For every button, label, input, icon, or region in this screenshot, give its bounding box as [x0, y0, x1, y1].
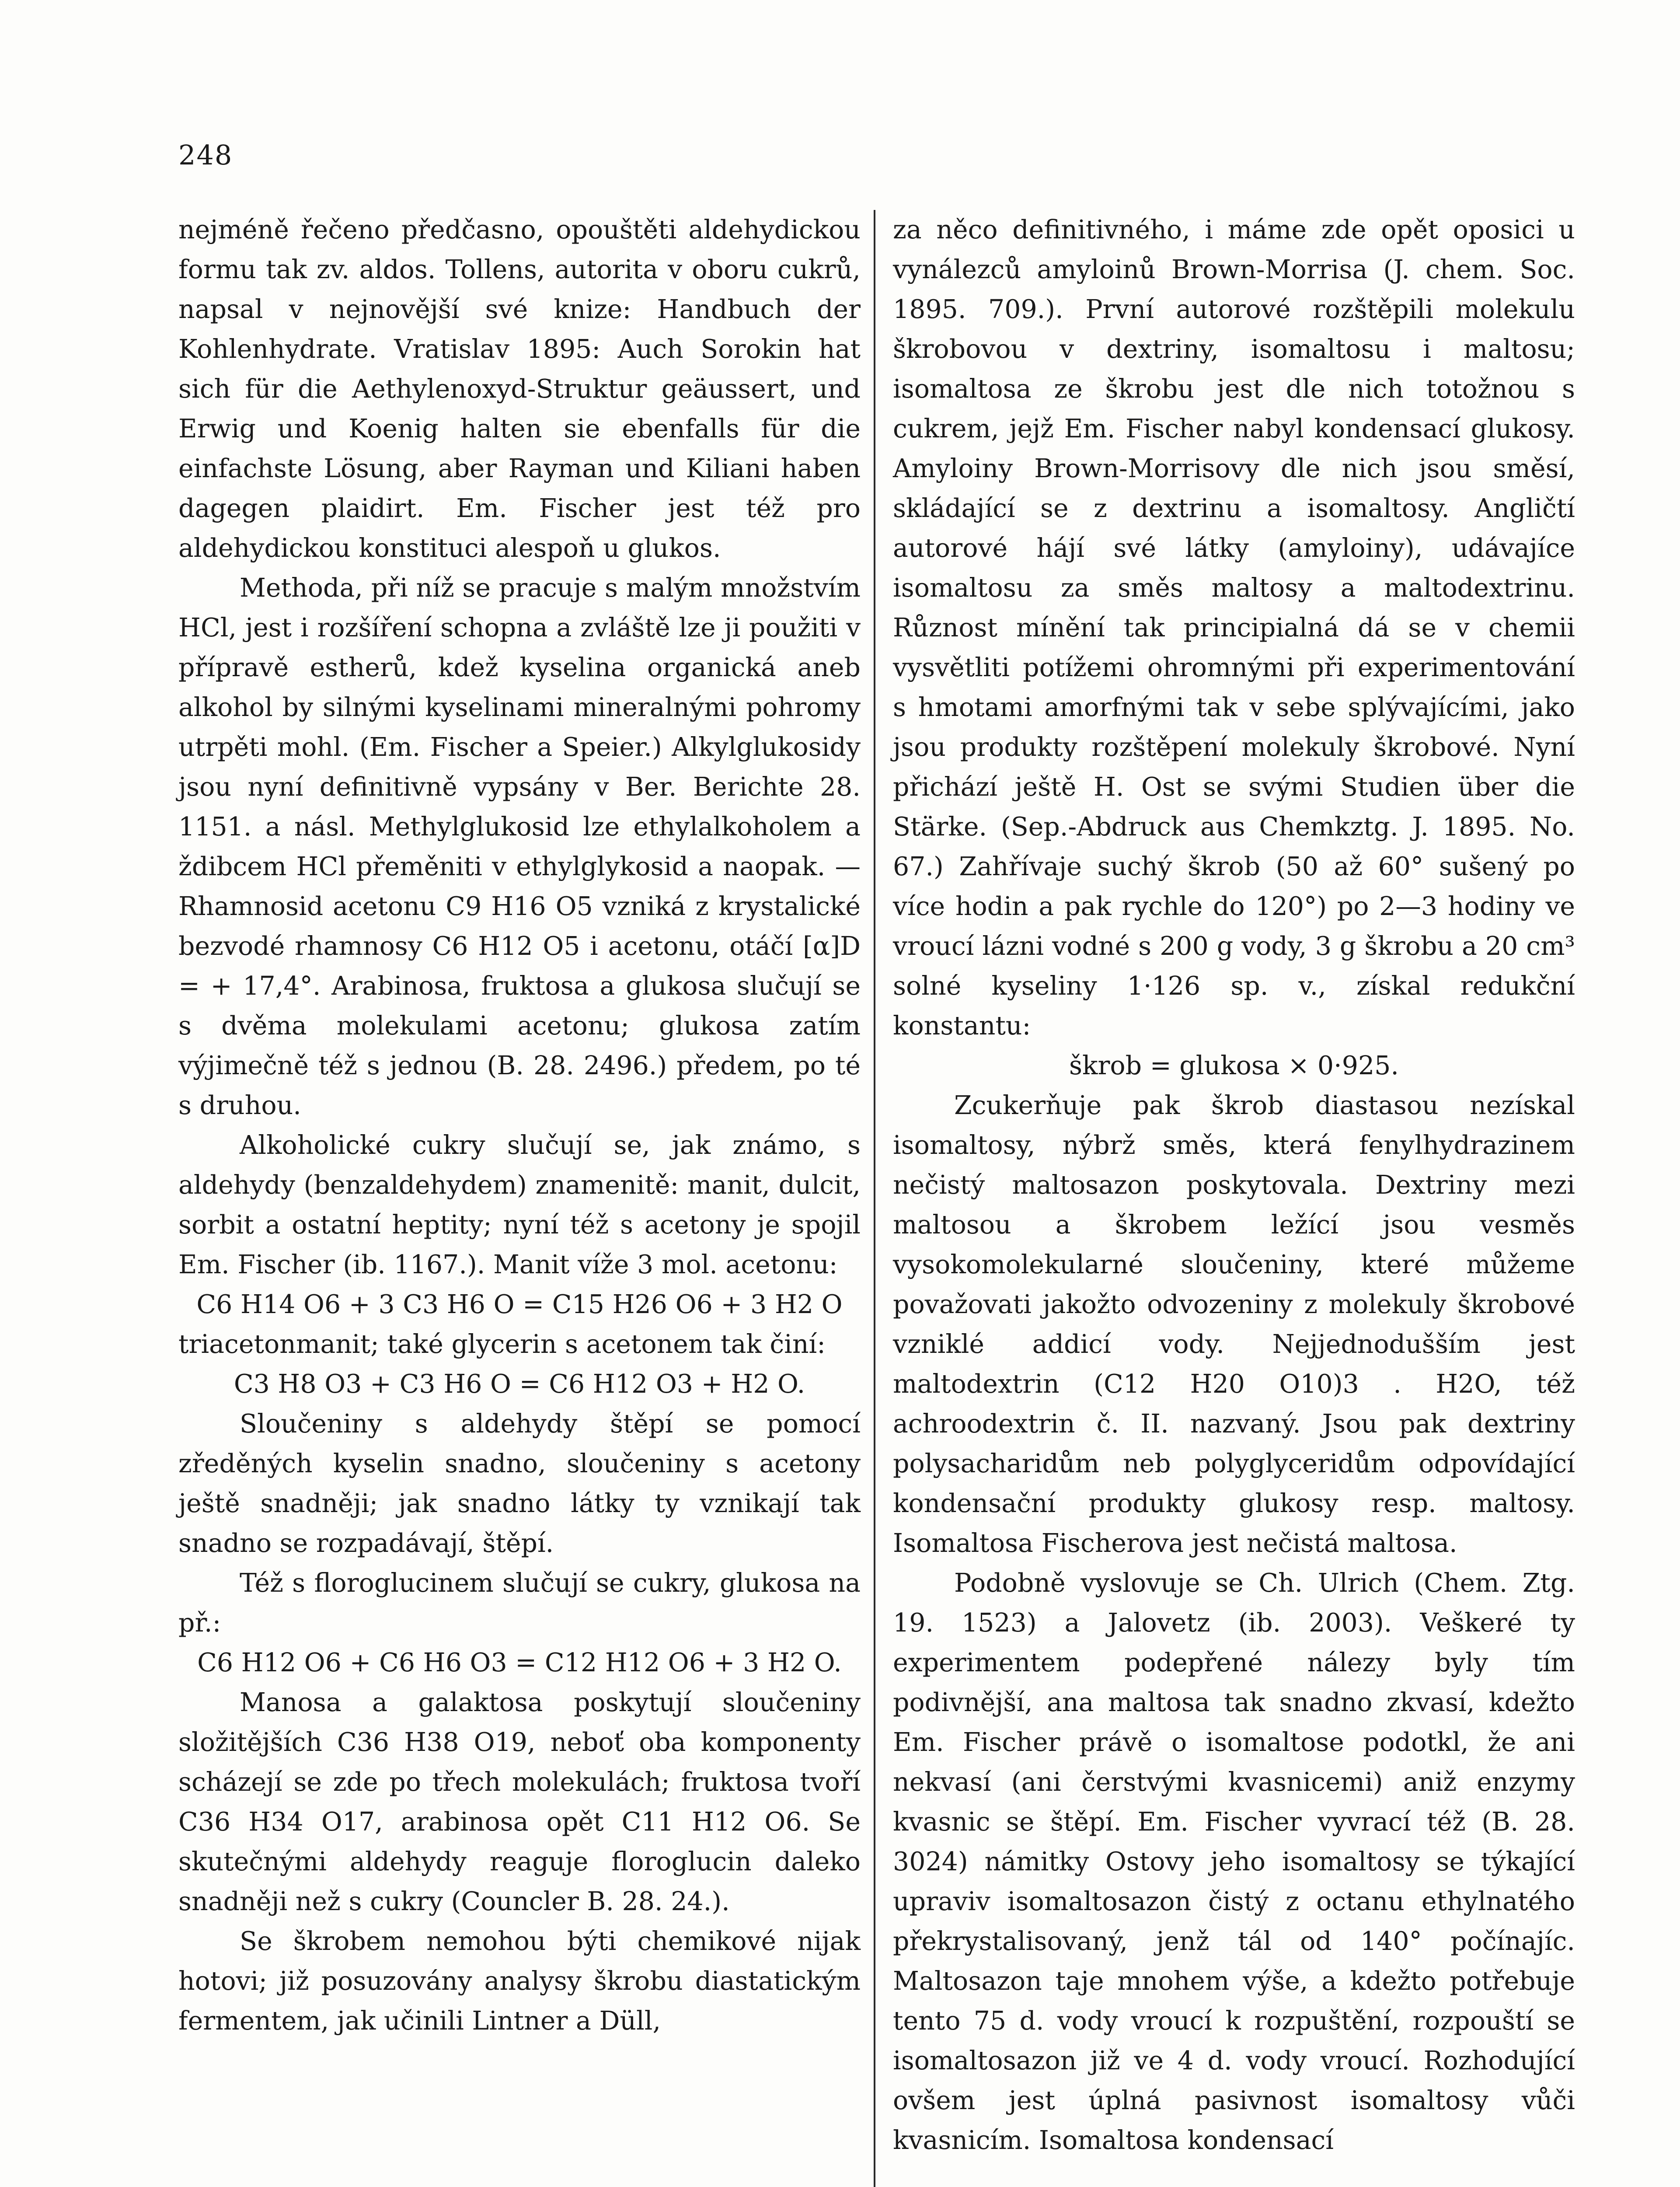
chemical-equation: C3 H8 O3 + C3 H6 O = C6 H12 O3 + H2 O. — [234, 1369, 805, 1399]
column-divider — [874, 210, 875, 2187]
paragraph: Alkoholické cukry slučují se, jak známo, s aldehydy (benzaldehydem) znamenitě: manit, dulcit, sorbit a ostatní heptity; nyní též s acetony je spojil Em. Fischer (ib. 1167.). Manit víže 3 mol. acetonu: — [178, 1130, 861, 1279]
chemical-equation: C6 H12 O6 + C6 H6 O3 = C12 H12 O6 + 3 H2 O. — [197, 1648, 842, 1677]
left-column — [178, 210, 861, 2041]
paragraph: Se škrobem nemohou býti chemikové nijak hotovi; již posuzovány analysy škrobu diastatickým fermentem, jak učinili Lintner a Düll, — [178, 1926, 861, 2036]
paragraph: nejméně řečeno předčasno, opouštěti aldehydickou formu tak zv. aldos. Tollens, autorita v oboru cukrů, napsal v nejnovější své knize: Handbuch der Kohlenhydrate. Vratislav 1895: Auch Sorokin hat sich für die Aethylenoxyd-Struktur geäussert, und Erwig und Koenig halten sie ebenfalls für die einfachste Lösung, aber Rayman und Kiliani haben dagegen plaidirt. Em. Fischer jest též pro aldehydickou konstituci alespoň u glukos. — [178, 215, 861, 563]
paragraph: triacetonmanit; také glycerin s acetonem tak činí: — [178, 1329, 826, 1359]
right-column — [893, 210, 1575, 2160]
paragraph: Podobně vyslovuje se Ch. Ulrich (Chem. Ztg. 19. 1523) a Jalovetz (ib. 2003). Veškeré ty experimentem podepřené nálezy byly tím podivnější, ana maltosa tak snadno zkvasí, kdežto Em. Fischer právě o isomaltose podotkl, že ani nekvasí (ani čerstvými kvasnicemi) aniž enzymy kvasnic se štěpí. Em. Fischer vyvrací též (B. 28. 3024) námitky Ostovy jeho isomaltosy se týkající upraviv isomaltosazon čistý z octanu ethylnatého překrystalisovaný, jenž tál od 140° počínajíc. Maltosazon taje mnohem výše, a kdežto potřebuje tento 75 d. vody vroucí k rozpuštění, rozpouští se isomaltosazon již ve 4 d. vody vroucí. Rozhodující ovšem jest úplná pasivnost isomaltosy vůči kvasnicím. Isomaltosa kondensací — [893, 1568, 1575, 2155]
paragraph: Též s floroglucinem slučují se cukry, glukosa na př.: — [178, 1568, 861, 1638]
paragraph: za něco definitivného, i máme zde opět oposici u vynálezců amyloinů Brown-Morrisa (J. chem. Soc. 1895. 709.). První autorové rozštěpili molekulu škrobovou v dextriny, isomaltosu i maltosu; isomaltosa ze škrobu jest dle nich totožnou s cukrem, jejž Em. Fischer nabyl kondensací glukosy. Amyloiny Brown-Morrisovy dle nich jsou směsí, skládající se z dextrinu a isomaltosy. Angličtí autorové hájí své látky (amyloiny), udávajíce isomaltosu za směs maltosy a maltodextrinu. Různost mínění tak principialná dá se v chemii vysvětliti potížemi ohromnými při experimentování s hmotami amorfnými tak v sebe splývajícími, jako jsou produkty rozštěpení molekuly škrobové. Nyní přichází ještě H. Ost se svými Studien über die Stärke. (Sep.-Abdruck aus Chemkztg. J. 1895. No. 67.) Zahřívaje suchý škrob (50 až 60° sušený po více hodin a pak rychle do 120°) po 2—3 hodiny ve vroucí lázni vodné s 200 g vody, 3 g škrobu a 20 cm³ solné kyseliny 1·126 sp. v., získal redukční konstantu: — [893, 215, 1575, 1041]
equation: škrob = glukosa × 0·925. — [1069, 1051, 1399, 1080]
page-number: 248 — [178, 139, 233, 171]
paragraph: Methoda, při níž se pracuje s malým množstvím HCl, jest i rozšíření schopna a zvláště lze ji použiti v přípravě estherů, kdež kyselina organická aneb alkohol by silnými kyselinami mineralnými pohromy utrpěti mohl. (Em. Fischer a Speier.) Alkylglukosidy jsou nyní definitivně vypsány v Ber. Berichte 28. 1151. a násl. Methylglukosid lze ethylalkoholem a ždibcem HCl přeměniti v ethylglykosid a naopak. — Rhamnosid acetonu C9 H16 O5 vzniká z krystalické bezvodé rhamnosy C6 H12 O5 i acetonu, otáčí [α]D = + 17,4°. Arabinosa, fruktosa a glukosa slučují se s dvěma molekulami acetonu; glukosa zatím výjimečně též s jednou (B. 28. 2496.) předem, po té s druhou. — [178, 573, 861, 1120]
paragraph: Zcukerňuje pak škrob diastasou nezískal isomaltosy, nýbrž směs, která fenylhydrazinem nečistý maltosazon poskytovala. Dextriny mezi maltosou a škrobem ležící jsou vesměs vysokomolekularné sloučeniny, které můžeme považovati jakožto odvozeniny z molekuly škrobové vzniklé addicí vody. Nejjednodušším jest maltodextrin (C12 H20 O10)3 . H2O, též achroodextrin č. II. nazvaný. Jsou pak dextriny polysacharidům neb polyglyceridům odpovídající kondensační produkty glukosy resp. maltosy. Isomaltosa Fischerova jest nečistá maltosa. — [893, 1090, 1575, 1558]
paragraph: Manosa a galaktosa poskytují sloučeniny složitějších C36 H38 O19, neboť oba komponenty scházejí se zde po třech molekulách; fruktosa tvoří C36 H34 O17, arabinosa opět C11 H12 O6. Se skutečnými aldehydy reaguje floroglucin daleko snadněji než s cukry (Councler B. 28. 24.). — [178, 1687, 861, 1916]
paragraph: Sloučeniny s aldehydy štěpí se pomocí zředěných kyselin snadno, sloučeniny s acetony ještě snadněji; jak snadno látky ty vznikají tak snadno se rozpadávají, štěpí. — [178, 1409, 861, 1558]
chemical-equation: C6 H14 O6 + 3 C3 H6 O = C15 H26 O6 + 3 H2 O — [196, 1289, 843, 1319]
